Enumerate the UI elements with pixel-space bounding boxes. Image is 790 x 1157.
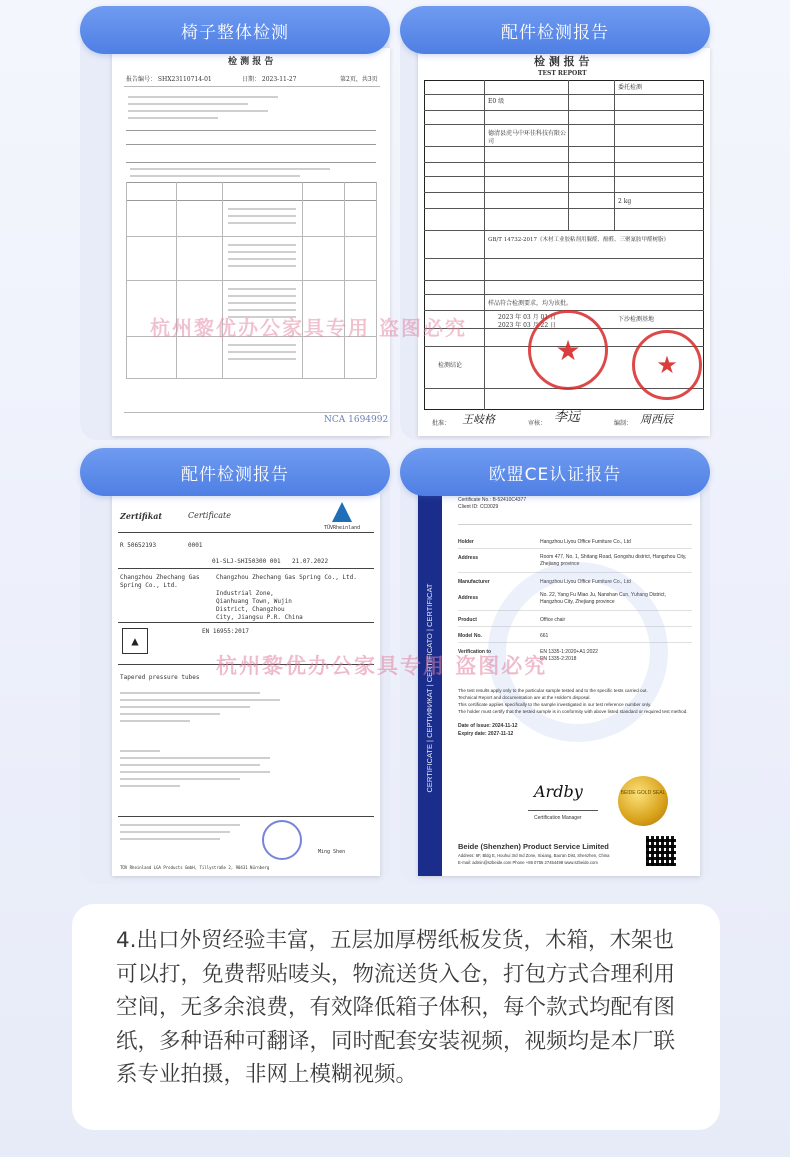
cert-address: Industrial Zone, Qianhuang Town, Wujin District, Changzhou City, Jiangsu P.R. China xyxy=(216,590,303,621)
tuv-stamp-icon xyxy=(262,820,302,860)
qr-code-icon xyxy=(646,836,676,866)
signature-1: 王岐格 xyxy=(462,413,495,426)
ce-seal: BEIDE GOLD SEAL xyxy=(618,776,668,826)
signer-approve: 批准： xyxy=(432,420,451,427)
ce-body-1: The test results apply only to the particular sample tested and to the specific tests carried out. xyxy=(458,688,648,693)
signature-3: 周西辰 xyxy=(640,413,673,426)
report-title-2: 检 测 报 告 xyxy=(534,55,590,68)
report-weight: 2 kg xyxy=(618,198,632,205)
tuv-mark-icon: ▲ xyxy=(122,628,148,654)
cert-signature: Ming Shen xyxy=(318,849,346,855)
cert-tested: EN 16955:2017 xyxy=(202,628,249,635)
ce-model-label: Model No. xyxy=(458,633,482,639)
tuv-logo-icon xyxy=(332,502,352,522)
ce-company-address: Address: 6F, Bldg E, Houhui 3rd Ind Zone, Xixiang, Bao'an Dist, Shenzhen, China xyxy=(458,853,610,858)
report-date: 日期： 2023-11-27 xyxy=(242,76,297,83)
cert-plant: Changzhou Zhechang Gas Spring Co., Ltd. xyxy=(216,574,357,581)
cert-ref: 01-SLJ-SHI50300 001 xyxy=(212,558,281,565)
ce-address2: No. 22, Yang Fu Miao Ju, Nanshan Cun, Yuhang District, Hangzhou City, Zhejiang province xyxy=(540,592,666,605)
report-footer-id: NCA 1694992 xyxy=(324,415,389,425)
report-company: 德清县虎马中环佳科技有限公司 xyxy=(488,130,567,145)
ce-model: 661 xyxy=(540,633,549,639)
ce-body-4: The holder must certify that the tested sample is in conformity with above listed standard or required test method. xyxy=(458,709,688,714)
description-card xyxy=(72,904,720,1130)
ce-verification: EN 1335-1:2020+A1:2022 xyxy=(540,649,598,655)
ce-body-2: Technical Report and documentation are at the Holder's disposal. xyxy=(458,695,591,700)
report-chair-test xyxy=(112,48,390,436)
certificate-side-text: CERTIFICATE | СЕРТИФИКАТ | CERTIFICATO | CERTIFICAT xyxy=(425,583,434,793)
watermark-bottom: 杭州黎优办公家具专用 盗图必究 xyxy=(216,654,548,678)
report-client-type: 委托检测 xyxy=(618,84,643,91)
report-conclusion: 样品符合检测要求，均为该批。 xyxy=(488,300,573,307)
report-subtitle-2: TEST REPORT xyxy=(538,70,587,77)
tab-ce-report[interactable]: 欧盟CE认证报告 xyxy=(400,448,710,496)
cert-title-en: Certificate xyxy=(188,511,231,520)
signer-review: 审核： xyxy=(528,420,547,427)
cert-product: Tapered pressure tubes xyxy=(120,674,200,681)
report-page: 第2页，共3页 xyxy=(340,76,378,83)
cert-date: 21.07.2022 xyxy=(292,558,329,565)
ce-verification-label: Verification to xyxy=(458,649,492,655)
ce-contact: E-mail: admin@szbeide.com Phone +86 0755 27454498 www.szbeide.com xyxy=(458,860,598,865)
ce-product: Office chair xyxy=(540,617,566,623)
report-place: 下沙检测基地 xyxy=(618,316,655,323)
report-parts-1 xyxy=(418,48,710,436)
ce-company: Beide (Shenzhen) Product Service Limited xyxy=(458,842,609,851)
tuv-logo-text: TÜVRheinland xyxy=(324,525,361,531)
ce-body-3: This certificate applies specifically to the sample investigated in our test reference number only. xyxy=(458,702,652,707)
ce-date-issue: Date of Issue: 2024-11-12 xyxy=(458,723,518,729)
report-summary-label: 检测结论 xyxy=(438,362,463,369)
ce-product-label: Product xyxy=(458,617,477,623)
ce-cert-no: Certificate No.: B-52410C4377 xyxy=(458,497,527,503)
cert-reg-no: R 50652193 xyxy=(120,542,157,549)
report-title: 检 测 报 告 xyxy=(228,57,274,67)
tab-parts-report-1[interactable]: 配件检测报告 xyxy=(400,6,710,54)
tab-parts-report-2[interactable]: 配件检测报告 xyxy=(80,448,390,496)
ce-holder-label: Holder xyxy=(458,539,474,545)
cert-footer: TÜV Rheinland LGA Products GmbH, Tillystraße 2, 90431 Nürnberg xyxy=(120,865,270,870)
report-standard: GB/T 14732-2017《木材工业胶粘剂用脲醛、酚醛、三聚氰胺甲醛树脂》 xyxy=(488,237,670,243)
red-seal-icon-2: ★ xyxy=(632,330,702,400)
watermark-top: 杭州黎优办公家具专用 盗图必究 xyxy=(150,316,467,340)
signature-2: 李远 xyxy=(554,410,581,425)
ce-client-id: Client ID: CC0029 xyxy=(458,504,499,510)
description-text: 4.出口外贸经验丰富，五层加厚楞纸板发货，木箱，木架也可以打，免费帮贴唛头，物流送货入仓，打包方式合理利用空间，无多余浪费，有效降低箱子体积，每个款式均配有图纸，多种语种可翻译，同时配套安装视频，视频均是本厂联系专业拍摄，非网上模糊视频。 xyxy=(116,928,676,1087)
certificate-tuv xyxy=(112,494,380,876)
report-date-issue: 2023 年 03 月 01 日 xyxy=(498,314,557,321)
ce-signature: Ardby xyxy=(534,782,583,801)
ce-expiry: Expiry date: 2027-11-12 xyxy=(458,731,514,737)
ce-manufacturer-label: Manufacturer xyxy=(458,579,490,585)
ce-address: Room 477, No. 1, Shitang Road, Gongshu district, Hangzhou City, Zhejiang province xyxy=(540,554,687,567)
cert-holder: Changzhou Zhechang Gas Spring Co., Ltd. xyxy=(120,574,200,589)
cert-title-de: Zertifikat xyxy=(120,511,163,521)
tab-chair-test[interactable]: 椅子整体检测 xyxy=(80,6,390,54)
cert-no: 0001 xyxy=(188,542,203,549)
ce-verification2: EN 1335-2:2018 xyxy=(540,656,577,662)
ce-manufacturer: Hangzhou Liyou Office Furniture Co., Ltd xyxy=(540,579,631,585)
ce-cert-manager: Certification Manager xyxy=(534,815,582,821)
red-seal-icon: ★ xyxy=(528,310,608,390)
report-date-end: 2023 年 03 月 22 日 xyxy=(498,322,557,329)
report-number: 报告编号： SHX23110714-01 xyxy=(126,76,212,83)
ce-address2-label: Address xyxy=(458,595,479,601)
ce-holder: Hangzhou Liyou Office Furniture Co., Ltd xyxy=(540,539,631,545)
signer-compile: 编制： xyxy=(614,420,633,427)
ce-address-label: Address xyxy=(458,555,479,561)
certificate-ce xyxy=(418,492,700,876)
report-grade: E0 级 xyxy=(488,98,505,105)
